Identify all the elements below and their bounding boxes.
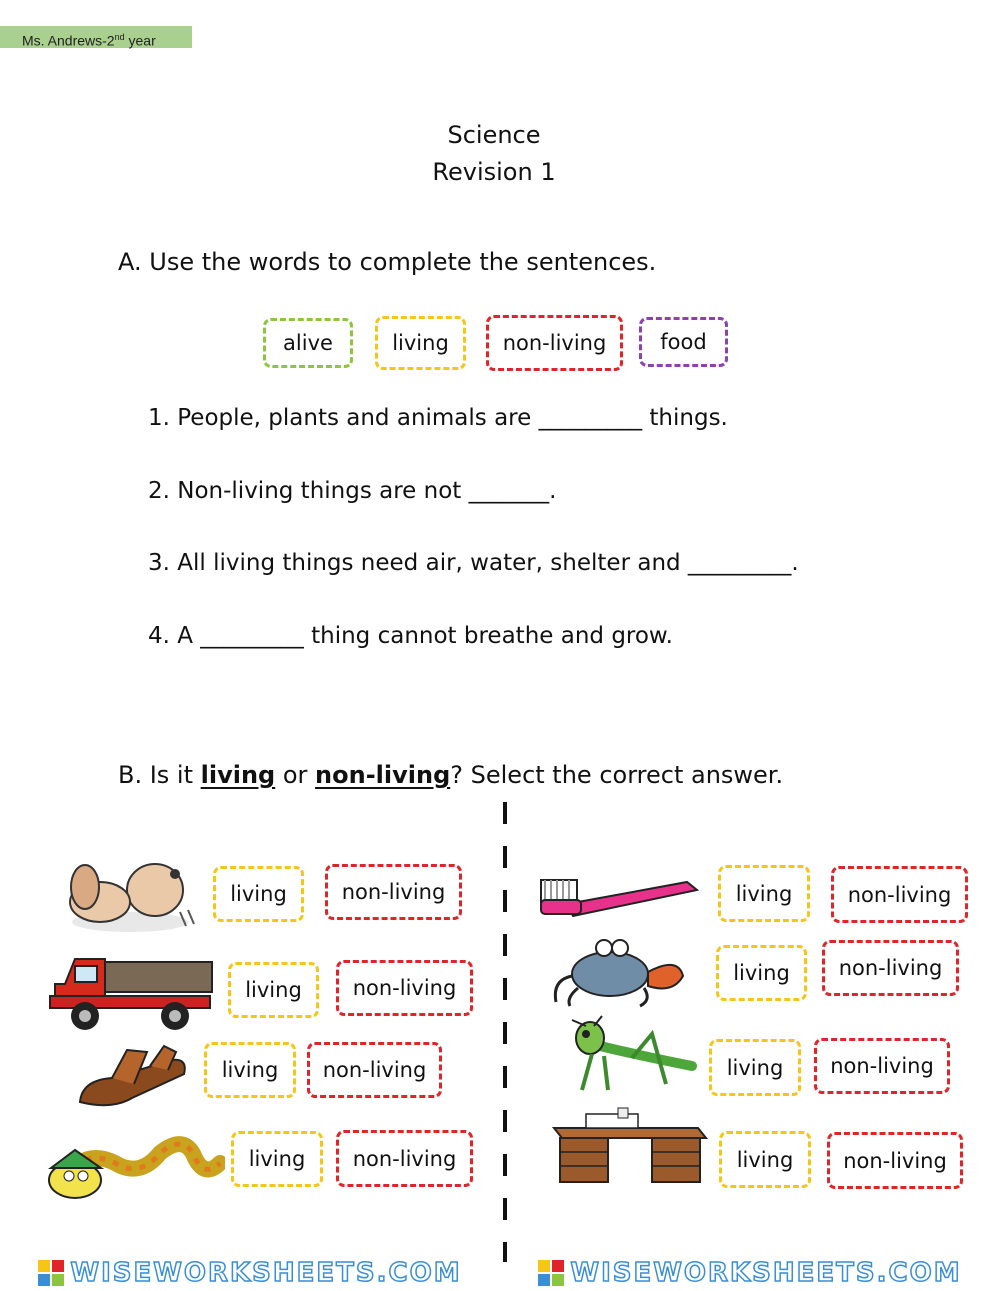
desk-non-living-option[interactable]: non-living [827,1132,963,1189]
snake-living-option[interactable]: living [231,1131,323,1187]
sandal-living-option[interactable]: living [204,1042,296,1098]
sandal-icon [72,1040,192,1115]
word-chip-alive[interactable]: alive [263,318,353,368]
watermark-right: WISEWORKSHEETS.COM [538,1258,961,1288]
grasshopper-non-living-option[interactable]: non-living [814,1038,950,1094]
sandal-non-living-option[interactable]: non-living [307,1042,442,1098]
grasshopper-living-option[interactable]: living [709,1039,801,1096]
sentence-1: 1. People, plants and animals are _________ things. [148,405,728,431]
snake-icon [45,1128,225,1203]
toothbrush-living-option[interactable]: living [718,865,810,922]
teacher-tag: Ms. Andrews-2nd year [0,26,192,48]
grasshopper-icon [562,1014,702,1096]
sentence-3: 3. All living things need air, water, shelter and _________. [148,550,799,576]
page-title: Science [447,121,541,149]
word-chip-food[interactable]: food [639,317,728,367]
watermark-footer [0,1255,1000,1291]
word-chip-non-living[interactable]: non-living [486,315,623,371]
watermark-logo-icon [538,1260,564,1286]
dog-living-option[interactable]: living [213,866,304,922]
crab-icon [548,936,693,1008]
section-a-heading: A. Use the words to complete the sentences. [118,248,657,276]
page-subtitle: Revision 1 [432,158,556,186]
snake-non-living-option[interactable]: non-living [336,1130,473,1187]
desk-icon [548,1106,710,1186]
column-divider [503,802,507,1262]
truck-non-living-option[interactable]: non-living [336,960,473,1016]
section-b-heading: B. Is it living or non-living? Select the correct answer. [118,761,784,789]
toothbrush-icon [537,868,702,923]
watermark-logo-icon [38,1260,64,1286]
sentence-4: 4. A _________ thing cannot breathe and grow. [148,623,673,649]
truck-icon [45,944,215,1034]
dog-icon [60,852,200,937]
truck-living-option[interactable]: living [228,962,319,1018]
crab-living-option[interactable]: living [716,945,807,1001]
watermark-left: WISEWORKSHEETS.COM [38,1258,461,1288]
dog-non-living-option[interactable]: non-living [325,864,462,920]
crab-non-living-option[interactable]: non-living [822,940,959,996]
desk-living-option[interactable]: living [719,1131,811,1188]
word-chip-living[interactable]: living [375,316,466,370]
toothbrush-non-living-option[interactable]: non-living [831,866,968,923]
sentence-2: 2. Non-living things are not _______. [148,478,557,504]
